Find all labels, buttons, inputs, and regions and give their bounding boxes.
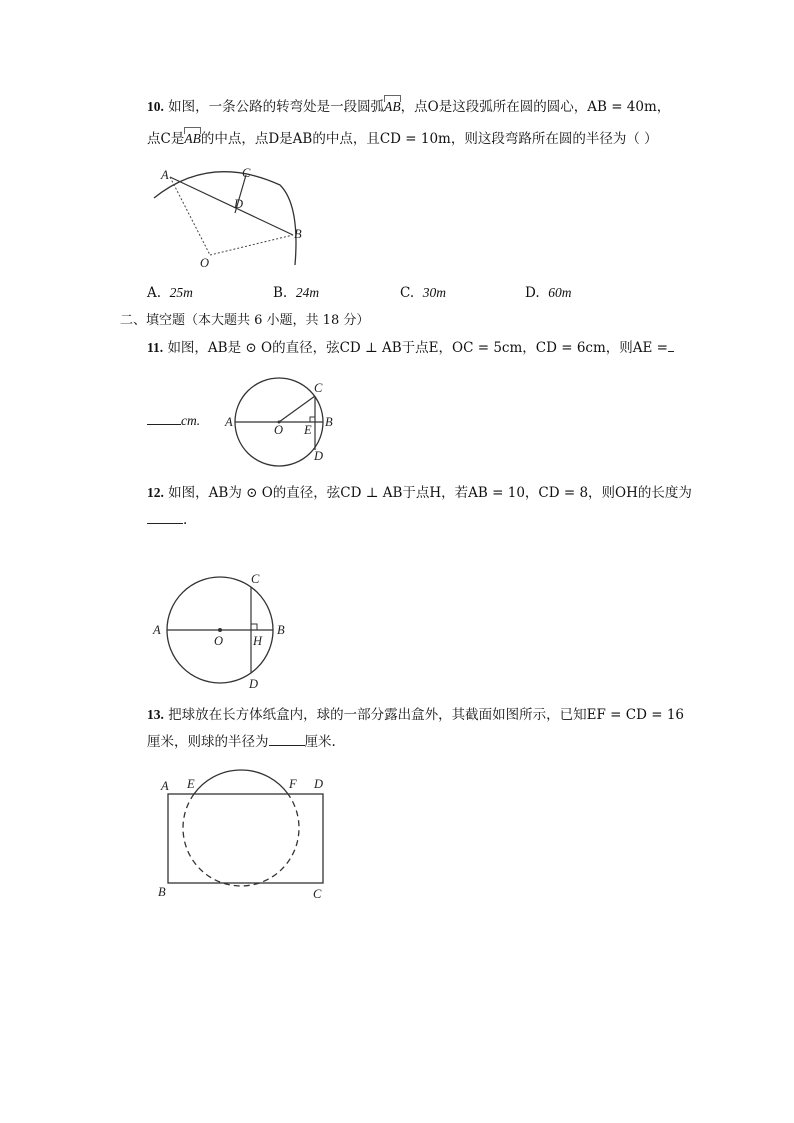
q11-label-b: B [325, 415, 333, 429]
q11-right-angle-mark [310, 417, 315, 422]
q12-answer-blank[interactable] [147, 511, 183, 524]
q10-text-part2a: 点C是 [147, 131, 185, 147]
q13-number: 13. [147, 707, 164, 722]
q11-text: 如图，AB是 ⊙ O的直径，弦CD ⊥ AB于点E，OC = 5cm，CD = 6cm，则AE = [167, 340, 668, 356]
q10-label-d: D [234, 197, 244, 211]
q10-figure [150, 165, 310, 275]
q10-option-a-value: 25m [169, 285, 193, 300]
q13-label-e: E [187, 777, 195, 791]
q10-option-d-value: 60m [548, 285, 572, 300]
q11-label-c: C [314, 381, 323, 395]
q12-tail: . [183, 512, 188, 528]
q10-option-b[interactable] [273, 285, 319, 301]
q10-label-b: B [294, 227, 302, 241]
q10-label-c: C [242, 166, 251, 180]
q10-arc-ab: AB [384, 99, 401, 114]
q11-label-d: D [314, 449, 324, 463]
q10-option-a[interactable] [147, 285, 193, 301]
q12-label-a: A [153, 623, 161, 637]
q10-option-c-letter: C. [400, 285, 415, 301]
q12-label-h: H [253, 634, 263, 648]
q11-unit: cm. [181, 413, 201, 428]
q12-center-dot [218, 628, 222, 632]
q13-text: 把球放在长方体纸盒内，球的一部分露出盒外，其截面如图所示，已知EF = CD = 16 [168, 707, 685, 723]
q10-text-part1b: ，点O是这段弧所在圆的圆心，AB = 40m， [400, 99, 671, 115]
q13-line2 [147, 733, 336, 751]
q12-line2 [147, 511, 187, 529]
q12-label-d: D [249, 677, 259, 691]
q13-ball-arc-outside [194, 770, 288, 794]
q13-answer-blank[interactable] [269, 733, 305, 746]
q12-right-angle-mark [251, 624, 257, 630]
q10-arc-ab-2: AB [184, 131, 201, 146]
q10-line1 [147, 98, 670, 116]
q11-number: 11. [147, 340, 164, 355]
q11-label-e: E [304, 423, 312, 437]
q10-text-part1: 如图，一条公路的转弯处是一段圆弧 [168, 99, 385, 115]
q11-answer-blank[interactable] [147, 412, 181, 425]
q13-label-c: C [313, 887, 322, 901]
q12-label-o: O [214, 634, 224, 648]
q12-label-c: C [251, 572, 260, 586]
q13-box-rectangle [168, 794, 323, 883]
q13-tail: 厘米. [304, 734, 336, 750]
q10-number: 10. [147, 99, 164, 114]
q11-line2 [147, 412, 200, 430]
q10-label-o: O [200, 256, 210, 270]
q12-line1 [147, 484, 692, 502]
q12-number: 12. [147, 485, 164, 500]
q11-label-a: A [225, 415, 233, 429]
q10-option-b-letter: B. [273, 285, 288, 301]
q12-figure [150, 570, 300, 690]
q10-option-b-value: 24m [295, 285, 320, 300]
section2-title: 二、填空题（本大题共 6 小题，共 18 分） [120, 313, 370, 328]
q13-text-line2: 厘米，则球的半径为 [147, 734, 269, 750]
q10-label-a: A [161, 168, 169, 182]
q12-label-b: B [277, 623, 285, 637]
q10-option-c-value: 30m [422, 285, 446, 300]
q10-line2 [147, 130, 658, 148]
q10-option-d[interactable] [525, 285, 571, 301]
q10-arc [154, 172, 296, 265]
q12-text: 如图，AB为 ⊙ O的直径，弦CD ⊥ AB于点H，若AB = 10，CD = 8，则OH的长度为 [168, 485, 692, 501]
q13-label-b: B [158, 885, 166, 899]
q13-ball-arc-inside [183, 794, 299, 886]
q10-option-a-letter: A. [147, 285, 162, 301]
q13-line1 [147, 706, 684, 724]
q13-figure [155, 768, 335, 903]
q11-label-o: O [274, 423, 284, 437]
q10-chord-ab [170, 177, 293, 235]
q10-text-part2b: 的中点，点D是AB的中点，且CD = 10m，则这段弯路所在圆的半径为（ ） [200, 131, 658, 147]
q11-line1 [147, 339, 674, 357]
q10-segment-ob [210, 235, 293, 255]
q13-label-a: A [161, 779, 169, 793]
q10-option-d-letter: D. [525, 285, 540, 301]
q13-label-f: F [289, 777, 297, 791]
q11-blank-start [668, 351, 674, 352]
q10-segment-ao [170, 177, 210, 255]
q10-option-c[interactable] [400, 285, 446, 301]
q13-label-d: D [314, 777, 324, 791]
q11-figure [222, 372, 342, 472]
